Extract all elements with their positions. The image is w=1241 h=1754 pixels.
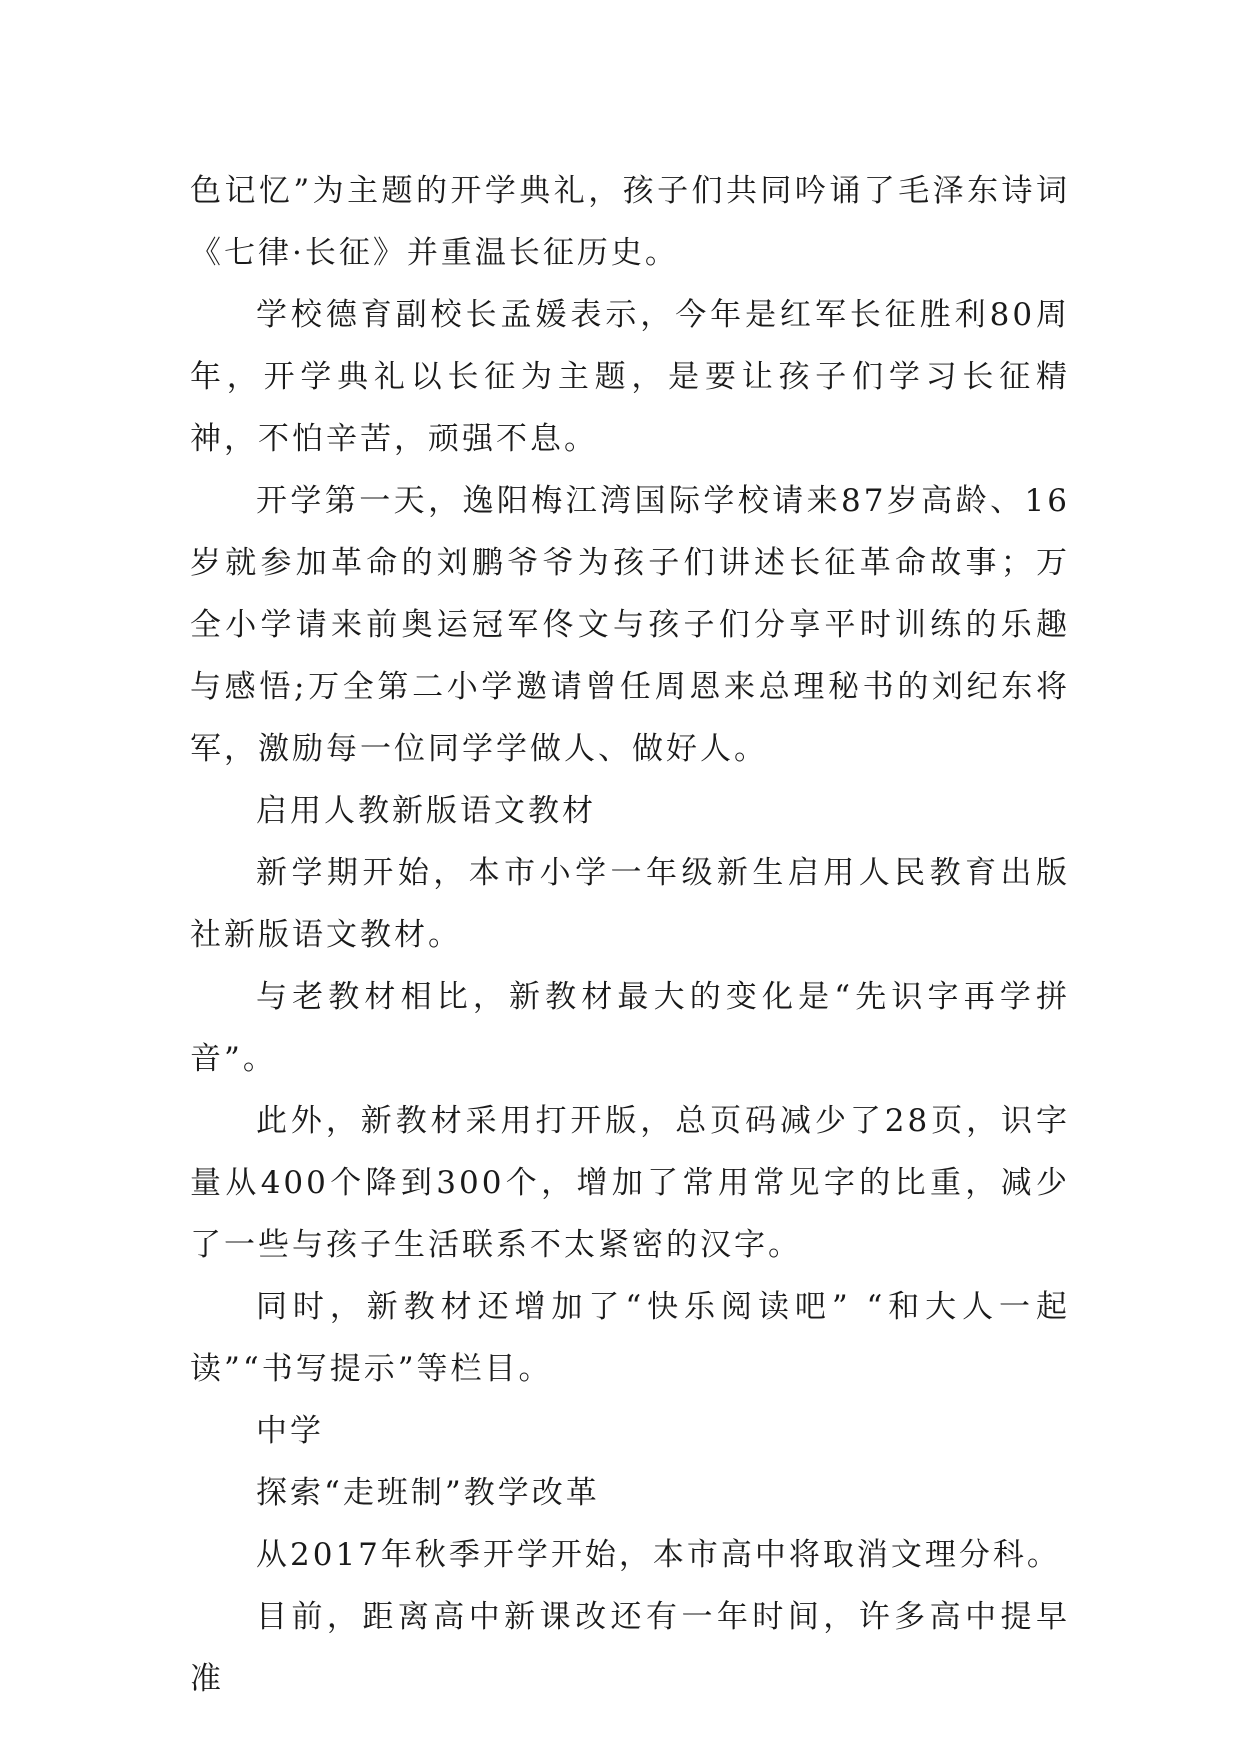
paragraph-cancel-streaming: 从2017年秋季开学开始，本市高中将取消文理分科。 xyxy=(256,1537,1061,1573)
paragraph-vice-principal-remarks: 学校德育副校长孟媛表示，今年是红军长征胜利80周年，开学典礼以长征为主题，是要让孩子们学习长征精神，不怕辛苦，顽强不息。 xyxy=(190,297,1070,457)
paragraph-opening-ceremony: 色记忆”为主题的开学典礼，孩子们共同吟诵了毛泽东诗词《七律·长征》并重温长征历史。 xyxy=(190,173,1070,271)
article-body xyxy=(190,160,1070,1710)
section-heading-class-reform: 探索“走班制”教学改革 xyxy=(256,1475,600,1511)
paragraph-textbook-details: 此外，新教材采用打开版，总页码减少了28页，识字量从400个降到300个，增加了常用常见字的比重，减少了一些与孩子生活联系不太紧密的汉字。 xyxy=(190,1103,1070,1263)
section-heading-new-textbook: 启用人教新版语文教材 xyxy=(256,793,596,829)
paragraph-textbook-change: 与老教材相比，新教材最大的变化是“先识字再学拼音”。 xyxy=(190,979,1070,1077)
paragraph-curriculum-reform: 目前，距离高中新课改还有一年时间，许多高中提早准 xyxy=(190,1599,1070,1697)
paragraph-textbook-adoption: 新学期开始，本市小学一年级新生启用人民教育出版社新版语文教材。 xyxy=(190,855,1070,953)
paragraph-new-columns: 同时，新教材还增加了“快乐阅读吧” “和大人一起读”“书写提示”等栏目。 xyxy=(190,1289,1070,1387)
section-heading-middle-school: 中学 xyxy=(256,1413,324,1449)
paragraph-first-day-guests: 开学第一天，逸阳梅江湾国际学校请来87岁高龄、16岁就参加革命的刘鹏爷爷为孩子们讲述长征革命故事；万全小学请来前奥运冠军佟文与孩子们分享平时训练的乐趣与感悟;万全第二小学邀请曾任周恩来总理秘书的刘纪东将军，激励每一位同学学做人、做好人。 xyxy=(190,483,1070,767)
